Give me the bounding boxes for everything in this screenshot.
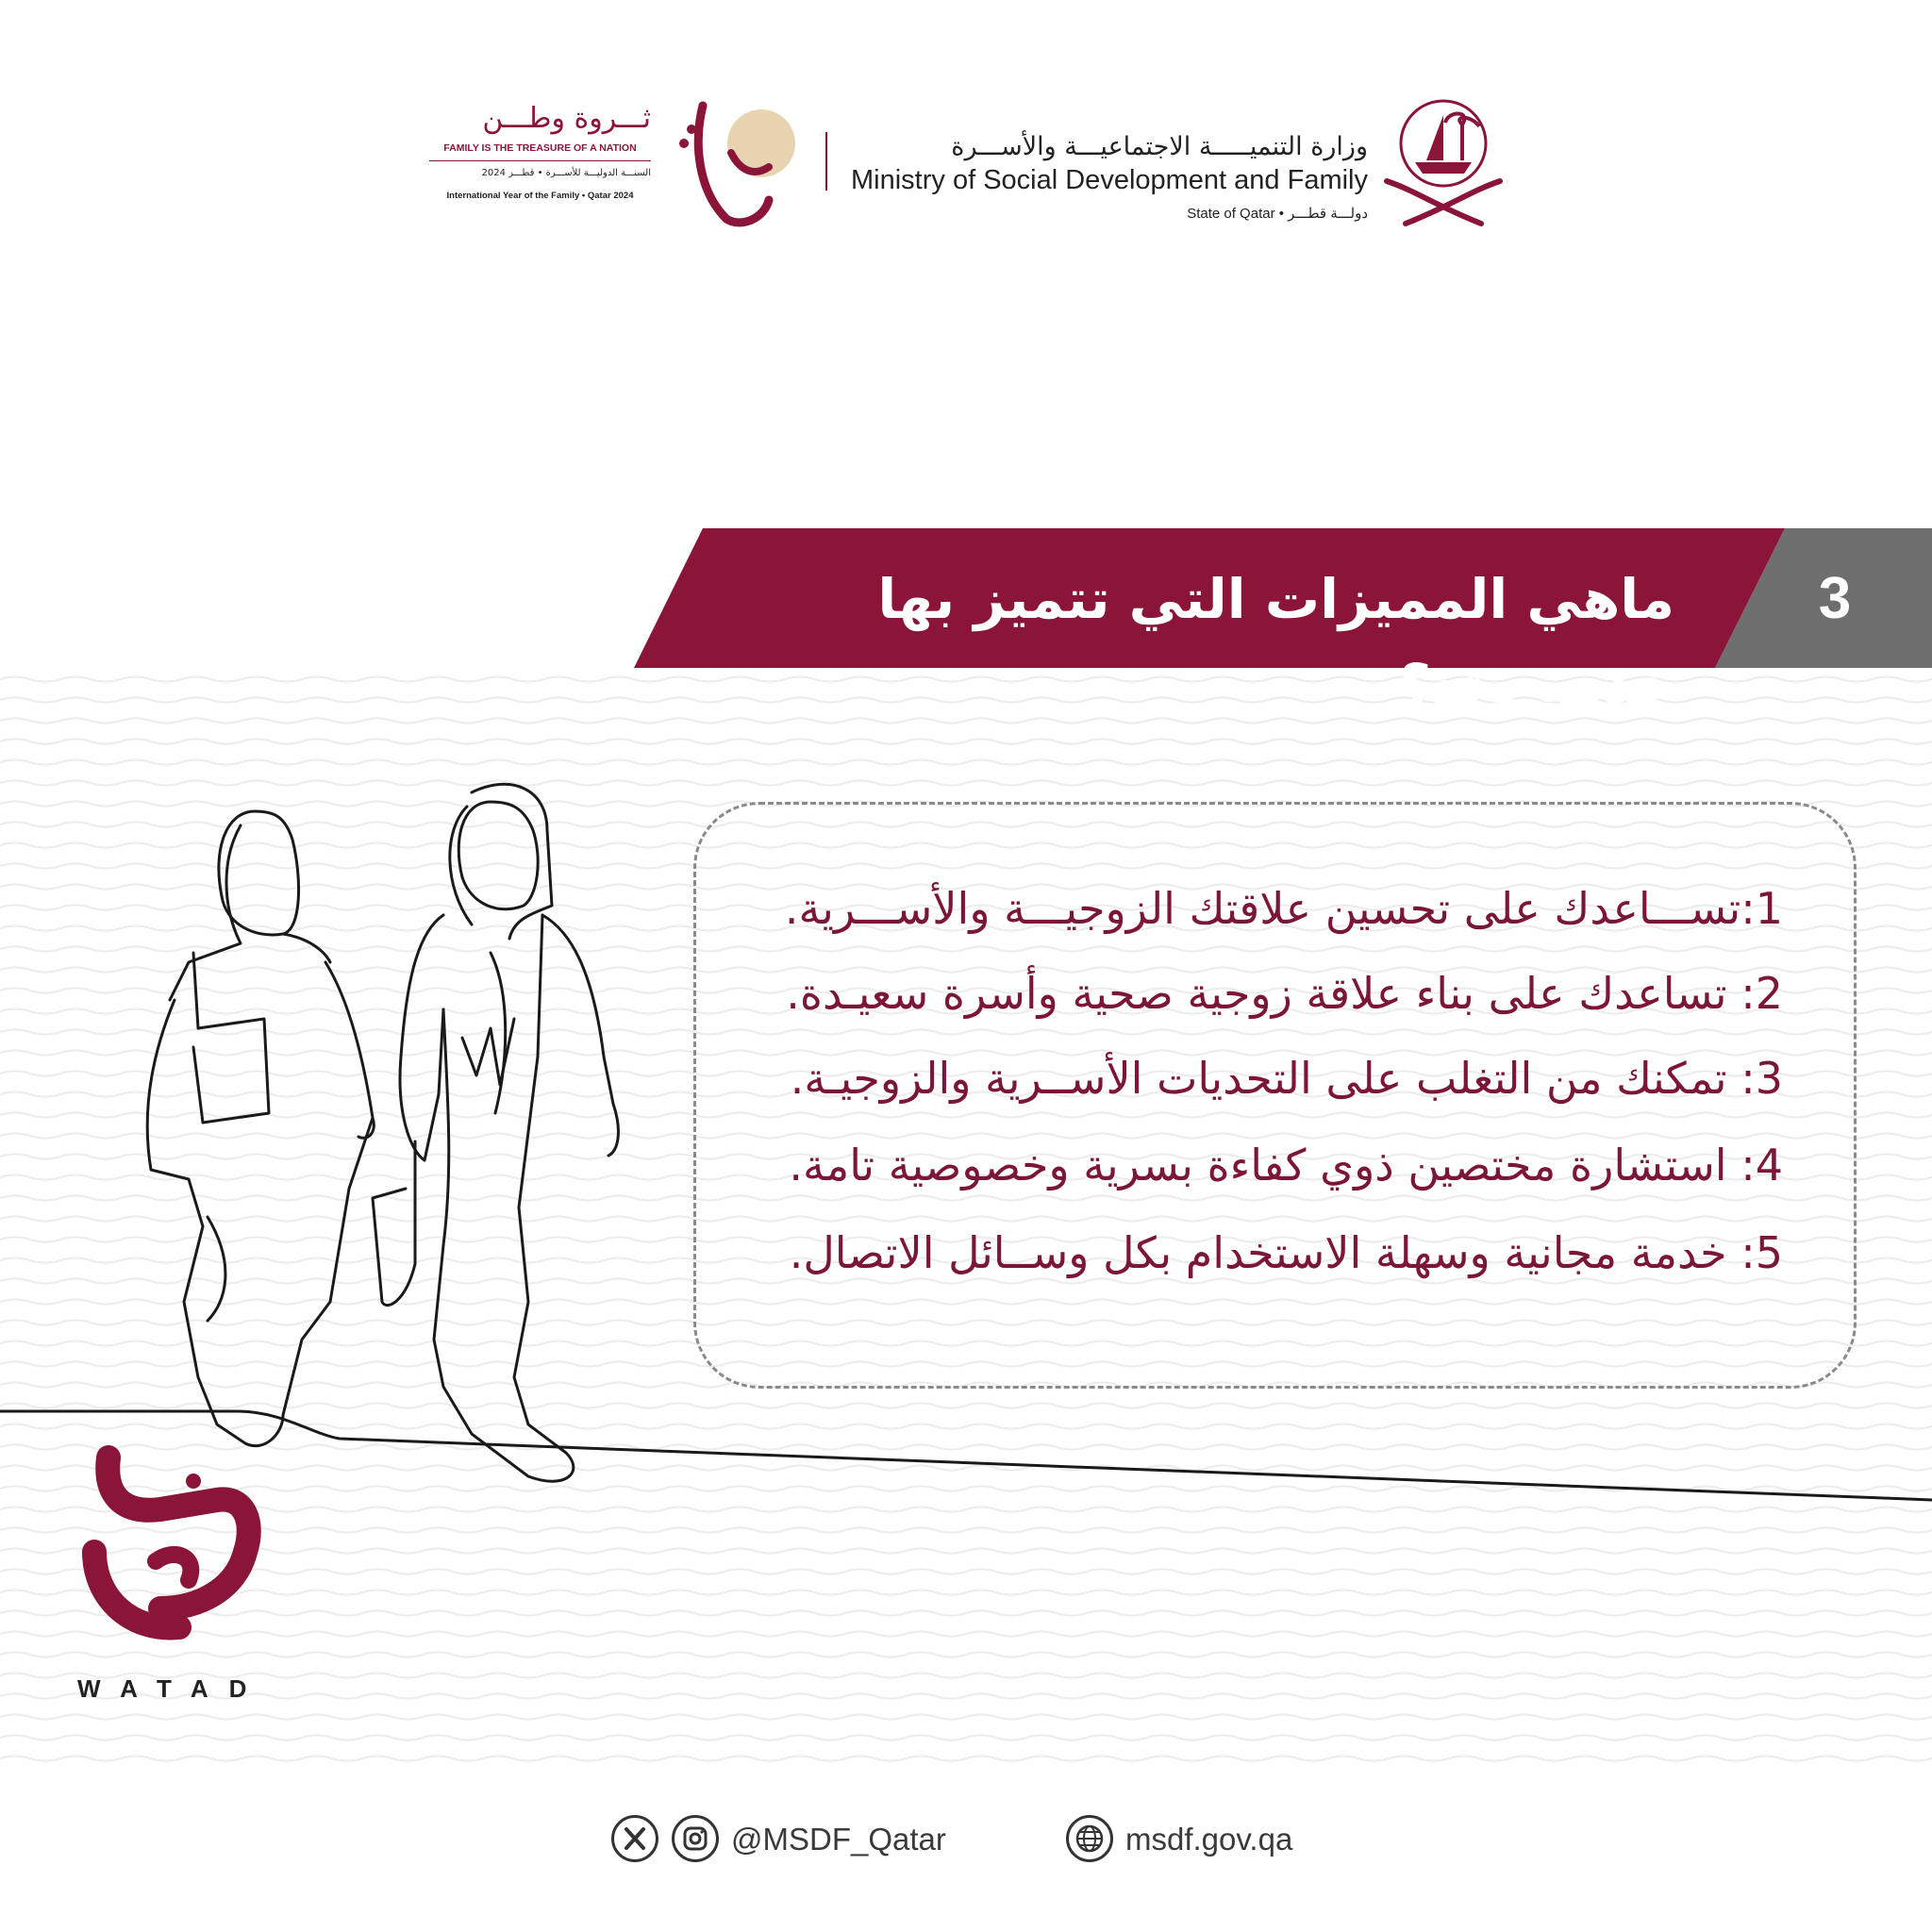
- wave-line: [0, 1736, 1932, 1740]
- ministry-en: Ministry of Social Development and Family: [851, 165, 1368, 195]
- wave-line: [0, 1591, 1932, 1595]
- wave-line: [0, 1653, 1932, 1657]
- social-handle[interactable]: @MSDF_Qatar: [731, 1822, 946, 1857]
- family-year-logo: [675, 87, 797, 228]
- header-separator: [825, 132, 827, 191]
- slogan-en: FAMILY IS THE TREASURE OF A NATION: [443, 142, 637, 154]
- year-en: International Year of the Family • Qatar 2024: [446, 191, 634, 201]
- instagram-icon[interactable]: [672, 1815, 719, 1862]
- feature-item-2: 2: تساعدك على بناء علاقة زوجية صحية وأسرة سعيـدة.: [786, 968, 1783, 1019]
- globe-icon[interactable]: [1066, 1815, 1113, 1862]
- ministry-ar: وزارة التنميـــــة الاجتماعيـــة والأســـرة: [951, 132, 1368, 161]
- wave-line: [0, 1632, 1932, 1637]
- question-title: ماهي المميزات التي تتميز بها خدمة وتد؟: [877, 567, 1674, 716]
- slogan-divider: [429, 160, 651, 161]
- website-link[interactable]: msdf.gov.qa: [1125, 1822, 1293, 1857]
- x-icon[interactable]: [611, 1815, 658, 1862]
- couple-line-illustration: [0, 774, 1932, 1547]
- qatar-emblem: [1377, 87, 1509, 228]
- wave-line: [0, 760, 1932, 765]
- wave-line: [0, 1570, 1932, 1574]
- watad-name: WATAD: [77, 1674, 268, 1703]
- wave-line: [0, 1674, 1932, 1678]
- wave-line: [0, 1715, 1932, 1720]
- watad-logo: [66, 1439, 283, 1665]
- wave-line: [0, 1694, 1932, 1699]
- feature-item-3: 3: تمكنك من التغلب على التحديات الأســرية والزوجيـة.: [790, 1053, 1783, 1104]
- year-ar: السنـــة الدوليـــة للأســـرة • قطـــر 2024: [481, 168, 651, 178]
- wave-line: [0, 1757, 1932, 1761]
- slogan-ar: ثـــروة وطـــن: [482, 102, 651, 135]
- question-number: 3: [1818, 566, 1852, 631]
- state-of-qatar: State of Qatar • دولـــة قطـــر: [1187, 206, 1368, 222]
- feature-item-4: 4: استشارة مختصين ذوي كفاءة بسرية وخصوصية تامة.: [789, 1140, 1783, 1191]
- feature-item-1: 1:تســـاعدك على تحسين علاقتك الزوجيـــة والأســـرية.: [784, 883, 1783, 934]
- wave-line: [0, 1549, 1932, 1554]
- feature-item-5: 5: خدمة مجانية وسهلة الاستخدام بكل وســائل الاتصال.: [789, 1227, 1783, 1278]
- wave-line: [0, 740, 1932, 744]
- header-logos: [0, 0, 1932, 264]
- wave-line: [0, 1611, 1932, 1616]
